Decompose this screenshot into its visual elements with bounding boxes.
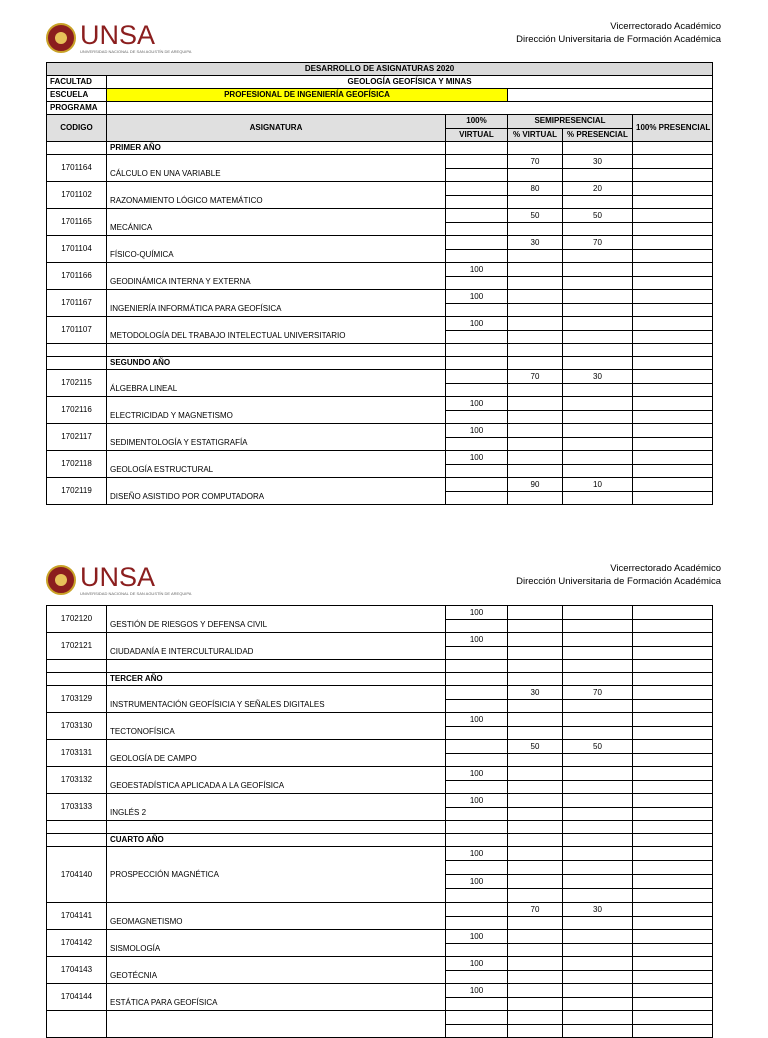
header-line-2: Dirección Universitaria de Formación Académica <box>516 34 721 45</box>
presencial-value <box>633 713 713 727</box>
presencial-value <box>633 794 713 808</box>
semi-presencial-value: 50 <box>563 740 633 754</box>
semi-virtual-value <box>508 794 563 808</box>
presencial-value <box>633 236 713 250</box>
presencial-value <box>633 370 713 384</box>
semi-virtual-value <box>508 606 563 620</box>
table-row <box>47 290 713 304</box>
semi-presencial-value: 70 <box>563 236 633 250</box>
table-title: DESARROLLO DE ASIGNATURAS 2020 <box>47 63 713 76</box>
semi-virtual-value: 30 <box>508 686 563 700</box>
escuela-label: ESCUELA <box>47 89 107 102</box>
virtual-value: 100 <box>446 767 508 781</box>
section-row <box>47 834 713 847</box>
course-code: 1701104 <box>47 236 107 263</box>
course-name: INGLÉS 2 <box>107 794 446 821</box>
presencial-value <box>633 451 713 465</box>
semi-virtual-value <box>508 263 563 277</box>
semi-presencial-value <box>563 424 633 438</box>
escuela-value: PROFESIONAL DE INGENIERÍA GEOFÍSICA <box>107 89 508 102</box>
semi-presencial-value <box>563 930 633 944</box>
virtual-value <box>446 686 508 700</box>
course-code: 1701164 <box>47 155 107 182</box>
section-row <box>47 357 713 370</box>
table-row <box>47 397 713 411</box>
blank-cell <box>107 660 446 673</box>
course-name: GESTIÓN DE RIESGOS Y DEFENSA CIVIL <box>107 606 446 633</box>
semi-virtual-value <box>508 713 563 727</box>
semi-presencial-value <box>563 633 633 647</box>
virtual-value: 100 <box>446 875 508 889</box>
semi-virtual-value: 90 <box>508 478 563 492</box>
virtual-value: 100 <box>446 397 508 411</box>
blank-cell <box>107 821 446 834</box>
course-code: 1704144 <box>47 984 107 1011</box>
course-name: RAZONAMIENTO LÓGICO MATEMÁTICO <box>107 182 446 209</box>
course-name: CÁLCULO EN UNA VARIABLE <box>107 155 446 182</box>
semi-presencial-value <box>563 290 633 304</box>
presencial-value <box>633 155 713 169</box>
course-name: MECÁNICA <box>107 209 446 236</box>
table-row <box>47 984 713 998</box>
course-code: 1702115 <box>47 370 107 397</box>
virtual-value: 100 <box>446 847 508 861</box>
semi-presencial-value <box>563 397 633 411</box>
section-row <box>47 673 713 686</box>
courses-table-page-1 <box>46 62 713 505</box>
course-code: 1701165 <box>47 209 107 236</box>
presencial-value <box>633 686 713 700</box>
virtual-value <box>446 182 508 196</box>
blank-cell <box>107 344 446 357</box>
presencial-value <box>633 424 713 438</box>
virtual-value <box>446 740 508 754</box>
table-row <box>47 606 713 620</box>
table-row <box>47 847 713 861</box>
course-code: 1701167 <box>47 290 107 317</box>
section-label: PRIMER AÑO <box>107 142 446 155</box>
semi-presencial-value: 30 <box>563 370 633 384</box>
presencial-value <box>633 397 713 411</box>
course-code: 1704142 <box>47 930 107 957</box>
table-body-page-2 <box>47 606 713 1038</box>
course-name: ELECTRICIDAD Y MAGNETISMO <box>107 397 446 424</box>
course-name: ESTÁTICA PARA GEOFÍSICA <box>107 984 446 1011</box>
course-name: DISEÑO ASISTIDO POR COMPUTADORA <box>107 478 446 505</box>
table-row <box>47 424 713 438</box>
course-name: SEDIMENTOLOGÍA Y ESTATIGRAFÍA <box>107 424 446 451</box>
virtual-value: 100 <box>446 930 508 944</box>
university-logo <box>46 22 191 54</box>
presencial-value <box>633 984 713 998</box>
virtual-value: 100 <box>446 290 508 304</box>
course-name: PROSPECCIÓN MAGNÉTICA <box>107 847 446 903</box>
presencial-value <box>633 903 713 917</box>
course-code: 1702120 <box>47 606 107 633</box>
col-virtual-bottom: VIRTUAL <box>446 128 508 142</box>
course-name: GEODINÁMICA INTERNA Y EXTERNA <box>107 263 446 290</box>
presencial-value <box>633 478 713 492</box>
course-name: GEOESTADÍSTICA APLICADA A LA GEOFÍSICA <box>107 767 446 794</box>
semi-virtual-value <box>508 451 563 465</box>
section-label: TERCER AÑO <box>107 673 446 686</box>
section-label: CUARTO AÑO <box>107 834 446 847</box>
semi-virtual-value: 80 <box>508 182 563 196</box>
course-name: SISMOLOGÍA <box>107 930 446 957</box>
course-code: 1702116 <box>47 397 107 424</box>
virtual-value: 100 <box>446 713 508 727</box>
semi-virtual-value <box>508 424 563 438</box>
virtual-value <box>446 1011 508 1025</box>
section-label: SEGUNDO AÑO <box>107 357 446 370</box>
semi-virtual-value: 70 <box>508 903 563 917</box>
virtual-value <box>446 155 508 169</box>
course-code: 1704141 <box>47 903 107 930</box>
virtual-value: 100 <box>446 957 508 971</box>
logo-subtitle: UNIVERSIDAD NACIONAL DE SAN AGUSTÍN DE AREQUIPA <box>80 49 192 54</box>
university-logo <box>46 564 191 596</box>
virtual-value: 100 <box>446 317 508 331</box>
col-codigo: CODIGO <box>47 115 107 142</box>
semi-presencial-value <box>563 767 633 781</box>
table-row <box>47 930 713 944</box>
semi-presencial-value <box>563 957 633 971</box>
semi-presencial-value <box>563 1011 633 1025</box>
presencial-value <box>633 767 713 781</box>
course-code: 1701166 <box>47 263 107 290</box>
programa-label: PROGRAMA <box>47 102 107 115</box>
semi-presencial-value <box>563 794 633 808</box>
course-code: 1704140 <box>47 847 107 903</box>
presencial-value <box>633 957 713 971</box>
table-row <box>47 686 713 700</box>
semi-presencial-value <box>563 317 633 331</box>
presencial-value <box>633 317 713 331</box>
course-code: 1703131 <box>47 740 107 767</box>
table-row <box>47 155 713 169</box>
section-row <box>47 142 713 155</box>
semi-presencial-value: 50 <box>563 209 633 223</box>
course-name: GEOMAGNETISMO <box>107 903 446 930</box>
programa-value <box>107 102 713 115</box>
col-asignatura: ASIGNATURA <box>107 115 446 142</box>
course-name: TECTONOFÍSICA <box>107 713 446 740</box>
semi-presencial-value <box>563 984 633 998</box>
table-row <box>47 957 713 971</box>
table-row <box>47 740 713 754</box>
semi-virtual-value <box>508 633 563 647</box>
presencial-value <box>633 1011 713 1025</box>
course-code: 1702118 <box>47 451 107 478</box>
semi-virtual-value: 30 <box>508 236 563 250</box>
table-row <box>47 370 713 384</box>
semi-virtual-value <box>508 397 563 411</box>
semi-virtual-value: 70 <box>508 155 563 169</box>
course-code: 1703132 <box>47 767 107 794</box>
page-2 <box>0 558 768 1024</box>
course-name: FÍSICO-QUÍMICA <box>107 236 446 263</box>
table-row <box>47 794 713 808</box>
course-code: 1704143 <box>47 957 107 984</box>
virtual-value <box>446 370 508 384</box>
table-row <box>47 451 713 465</box>
semi-virtual-value <box>508 984 563 998</box>
semi-presencial-value <box>563 713 633 727</box>
presencial-value <box>633 606 713 620</box>
semi-presencial-value <box>563 451 633 465</box>
course-code: 1701107 <box>47 317 107 344</box>
col-virtual-top: 100% <box>446 115 508 129</box>
course-name: INGENIERÍA INFORMÁTICA PARA GEOFÍSICA <box>107 290 446 317</box>
semi-virtual-value: 50 <box>508 209 563 223</box>
semi-presencial-value: 30 <box>563 155 633 169</box>
presencial-value <box>633 740 713 754</box>
table-row <box>47 263 713 277</box>
table-row <box>47 317 713 331</box>
facultad-value: GEOLOGÍA GEOFÍSICA Y MINAS <box>107 76 713 89</box>
presencial-value <box>633 633 713 647</box>
course-name: METODOLOGÍA DEL TRABAJO INTELECTUAL UNIVERSITARIO <box>107 317 446 344</box>
virtual-value: 100 <box>446 263 508 277</box>
presencial-value <box>633 290 713 304</box>
table-row <box>47 713 713 727</box>
table-row <box>47 209 713 223</box>
course-code: 1703130 <box>47 713 107 740</box>
blank-row <box>47 821 713 834</box>
semi-virtual-value <box>508 1011 563 1025</box>
blank-row <box>47 344 713 357</box>
virtual-value <box>446 236 508 250</box>
virtual-value: 100 <box>446 984 508 998</box>
header-line-1: Vicerrectorado Académico <box>610 563 721 574</box>
semi-presencial-value: 70 <box>563 686 633 700</box>
blank-row <box>47 660 713 673</box>
course-name: GEOTÉCNIA <box>107 957 446 984</box>
virtual-value: 100 <box>446 794 508 808</box>
presencial-value <box>633 182 713 196</box>
course-name: INSTRUMENTACIÓN GEOFÍSICIA Y SEÑALES DIGITALES <box>107 686 446 713</box>
course-code: 1703133 <box>47 794 107 821</box>
semi-virtual-value <box>508 930 563 944</box>
semi-virtual-value: 50 <box>508 740 563 754</box>
semi-presencial-value: 10 <box>563 478 633 492</box>
col-pct-virtual: % VIRTUAL <box>508 128 563 142</box>
course-name: CIUDADANÍA E INTERCULTURALIDAD <box>107 633 446 660</box>
presencial-value <box>633 263 713 277</box>
semi-presencial-value: 30 <box>563 903 633 917</box>
course-code: 1702119 <box>47 478 107 505</box>
table-body-page-1 <box>47 142 713 505</box>
table-row <box>47 478 713 492</box>
semi-virtual-value <box>508 317 563 331</box>
logo-text: UNSA <box>80 562 156 592</box>
table-row <box>47 767 713 781</box>
virtual-value: 100 <box>446 451 508 465</box>
course-code: 1703129 <box>47 686 107 713</box>
col-semipresencial: SEMIPRESENCIAL <box>508 115 633 129</box>
semi-presencial-value: 20 <box>563 182 633 196</box>
header-line-2: Dirección Universitaria de Formación Académica <box>516 576 721 587</box>
virtual-value <box>446 903 508 917</box>
semi-presencial-value <box>563 263 633 277</box>
course-code: 1702121 <box>47 633 107 660</box>
virtual-value: 100 <box>446 633 508 647</box>
table-row <box>47 182 713 196</box>
courses-table-page-2 <box>46 605 713 1038</box>
facultad-label: FACULTAD <box>47 76 107 89</box>
semi-virtual-value <box>508 290 563 304</box>
course-code: 1702117 <box>47 424 107 451</box>
virtual-value: 100 <box>446 606 508 620</box>
header-line-1: Vicerrectorado Académico <box>610 21 721 32</box>
university-seal-icon <box>46 565 76 595</box>
table-row <box>47 633 713 647</box>
course-name: GEOLOGÍA ESTRUCTURAL <box>107 451 446 478</box>
virtual-value <box>446 209 508 223</box>
presencial-value <box>633 930 713 944</box>
course-code <box>47 1011 107 1038</box>
course-name: GEOLOGÍA DE CAMPO <box>107 740 446 767</box>
table-row <box>47 236 713 250</box>
col-pct-presencial: % PRESENCIAL <box>563 128 633 142</box>
course-code: 1701102 <box>47 182 107 209</box>
university-seal-icon <box>46 23 76 53</box>
header-office <box>516 20 721 46</box>
logo-subtitle: UNIVERSIDAD NACIONAL DE SAN AGUSTÍN DE AREQUIPA <box>80 591 192 596</box>
course-name <box>107 1011 446 1038</box>
col-presencial: 100% PRESENCIAL <box>633 115 713 142</box>
virtual-value <box>446 478 508 492</box>
virtual-value: 100 <box>446 424 508 438</box>
header-office <box>516 562 721 588</box>
logo-text: UNSA <box>80 20 156 50</box>
semi-virtual-value <box>508 957 563 971</box>
semi-presencial-value <box>563 606 633 620</box>
table-row <box>47 1011 713 1025</box>
course-name: ÁLGEBRA LINEAL <box>107 370 446 397</box>
semi-virtual-value: 70 <box>508 370 563 384</box>
presencial-value <box>633 209 713 223</box>
semi-virtual-value <box>508 767 563 781</box>
table-row <box>47 903 713 917</box>
